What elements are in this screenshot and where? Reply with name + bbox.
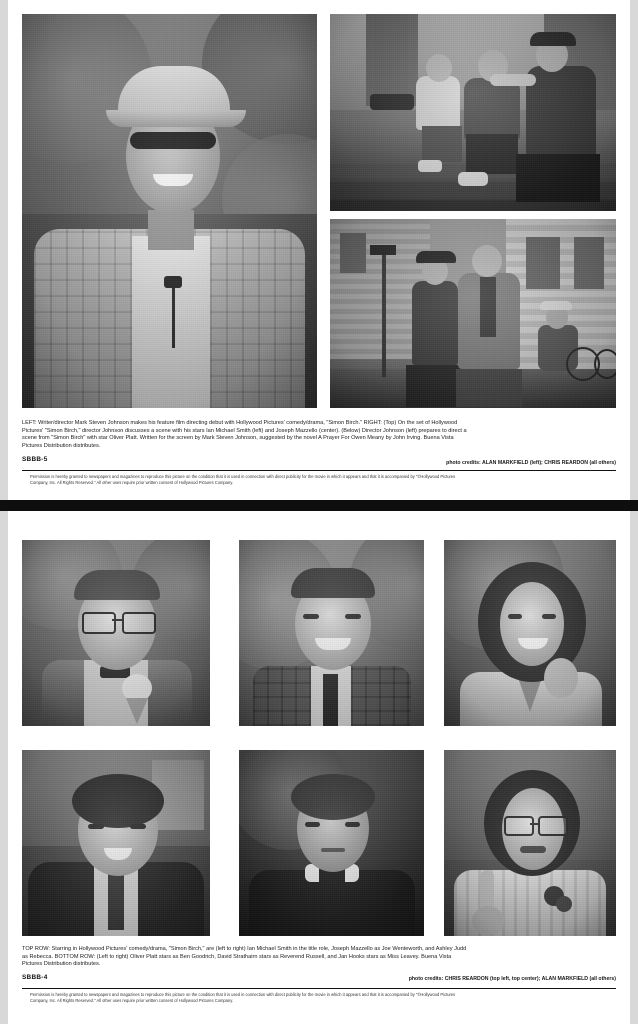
photo-mark-steven-johnson-portrait bbox=[22, 14, 317, 408]
caption-line: Pictures Distribution distributes. bbox=[22, 961, 101, 968]
photo-on-set-steps bbox=[330, 14, 616, 211]
photo-jan-hooks bbox=[444, 750, 616, 936]
legal-notice-bottom bbox=[30, 992, 610, 1003]
legal-notice-top bbox=[30, 474, 610, 485]
legal-line: Permission is hereby granted to newspapers and magazines to reproduce this picture on the condition that it is used in connection with direct publicity for the movie in which it appears and that it is accompanied by "©Hollywood Pictures bbox=[30, 992, 456, 997]
sheet-separator bbox=[0, 500, 638, 511]
photo-david-strathairn bbox=[239, 750, 424, 936]
photo-oliver-platt bbox=[22, 750, 210, 936]
photo-credits-bottom: photo credits: CHRIS REARDON (top left, top center); ALAN MARKFIELD (all others) bbox=[408, 976, 616, 982]
photo-credits-top: photo credits: ALAN MARKFIELD (left); CHRIS REARDON (all others) bbox=[446, 460, 616, 466]
divider-rule-top bbox=[22, 470, 616, 471]
caption-line: scene from "Simon Birch" with star Oliver Platt. Written for the screen by Mark Steven Johnson, suggested by the novel A Prayer For Owen Meany by John Irving. Buena Vista bbox=[22, 435, 454, 442]
legal-line: Company, Inc. All Rights Reserved." All other uses require prior written consent of Hollywood Pictures Company. bbox=[30, 997, 234, 1003]
photo-ian-michael-smith bbox=[22, 540, 210, 726]
legal-line: Permission is hereby granted to newspapers and magazines to reproduce this picture on the condition that it is used in connection with direct publicity for the movie in which it appears and that it is accompanied by "©Hollywood Pictures bbox=[30, 474, 456, 479]
caption-line: TOP ROW: Starring in Hollywood Pictures' comedy/drama, "Simon Birch," are (left to right) Ian Michael Smith in the title role, Joseph Mazzello as Joe Wenteworth, and Ashley Judd bbox=[22, 946, 467, 952]
page-edge-right-lower bbox=[630, 511, 638, 1024]
caption-bottom-sheet bbox=[22, 946, 616, 969]
photo-director-with-oliver-platt bbox=[330, 219, 616, 408]
caption-top-sheet bbox=[22, 420, 616, 450]
page-edge-right bbox=[630, 0, 638, 500]
caption-line: LEFT: Writer/director Mark Steven Johnson makes his feature film directing debut with Hollywood Pictures' comedy/drama, "Simon Birch." RIGHT: (Top) On the set of Hollywood bbox=[22, 420, 458, 426]
legal-line: Company, Inc. All Rights Reserved." All other uses require prior written consent of Hollywood Pictures Company. bbox=[30, 479, 234, 485]
caption-line: Pictures Distribution distributes. bbox=[22, 442, 101, 449]
photo-ashley-judd bbox=[444, 540, 616, 726]
divider-rule-bottom bbox=[22, 988, 616, 989]
photo-joseph-mazzello bbox=[239, 540, 424, 726]
page-edge-left bbox=[0, 0, 8, 500]
photo-code-top: SBBB-5 bbox=[22, 456, 48, 463]
caption-line: as Rebecca. BOTTOM ROW: (Left to right) Oliver Platt stars as Ben Goodrich, David Strathairn stars as Reverend Russell, and Jan Hooks stars as Miss Leavey. Buena Vista bbox=[22, 953, 452, 960]
caption-line: Pictures' "Simon Birch," director Johnson discusses a scene with his stars Ian Michael Smith (left) and Joseph Mazzello (center). (Below) Director Johnson (left) prepares to direct a bbox=[22, 427, 467, 434]
photo-code-bottom: SBBB-4 bbox=[22, 974, 48, 981]
page-edge-left-lower bbox=[0, 511, 8, 1024]
